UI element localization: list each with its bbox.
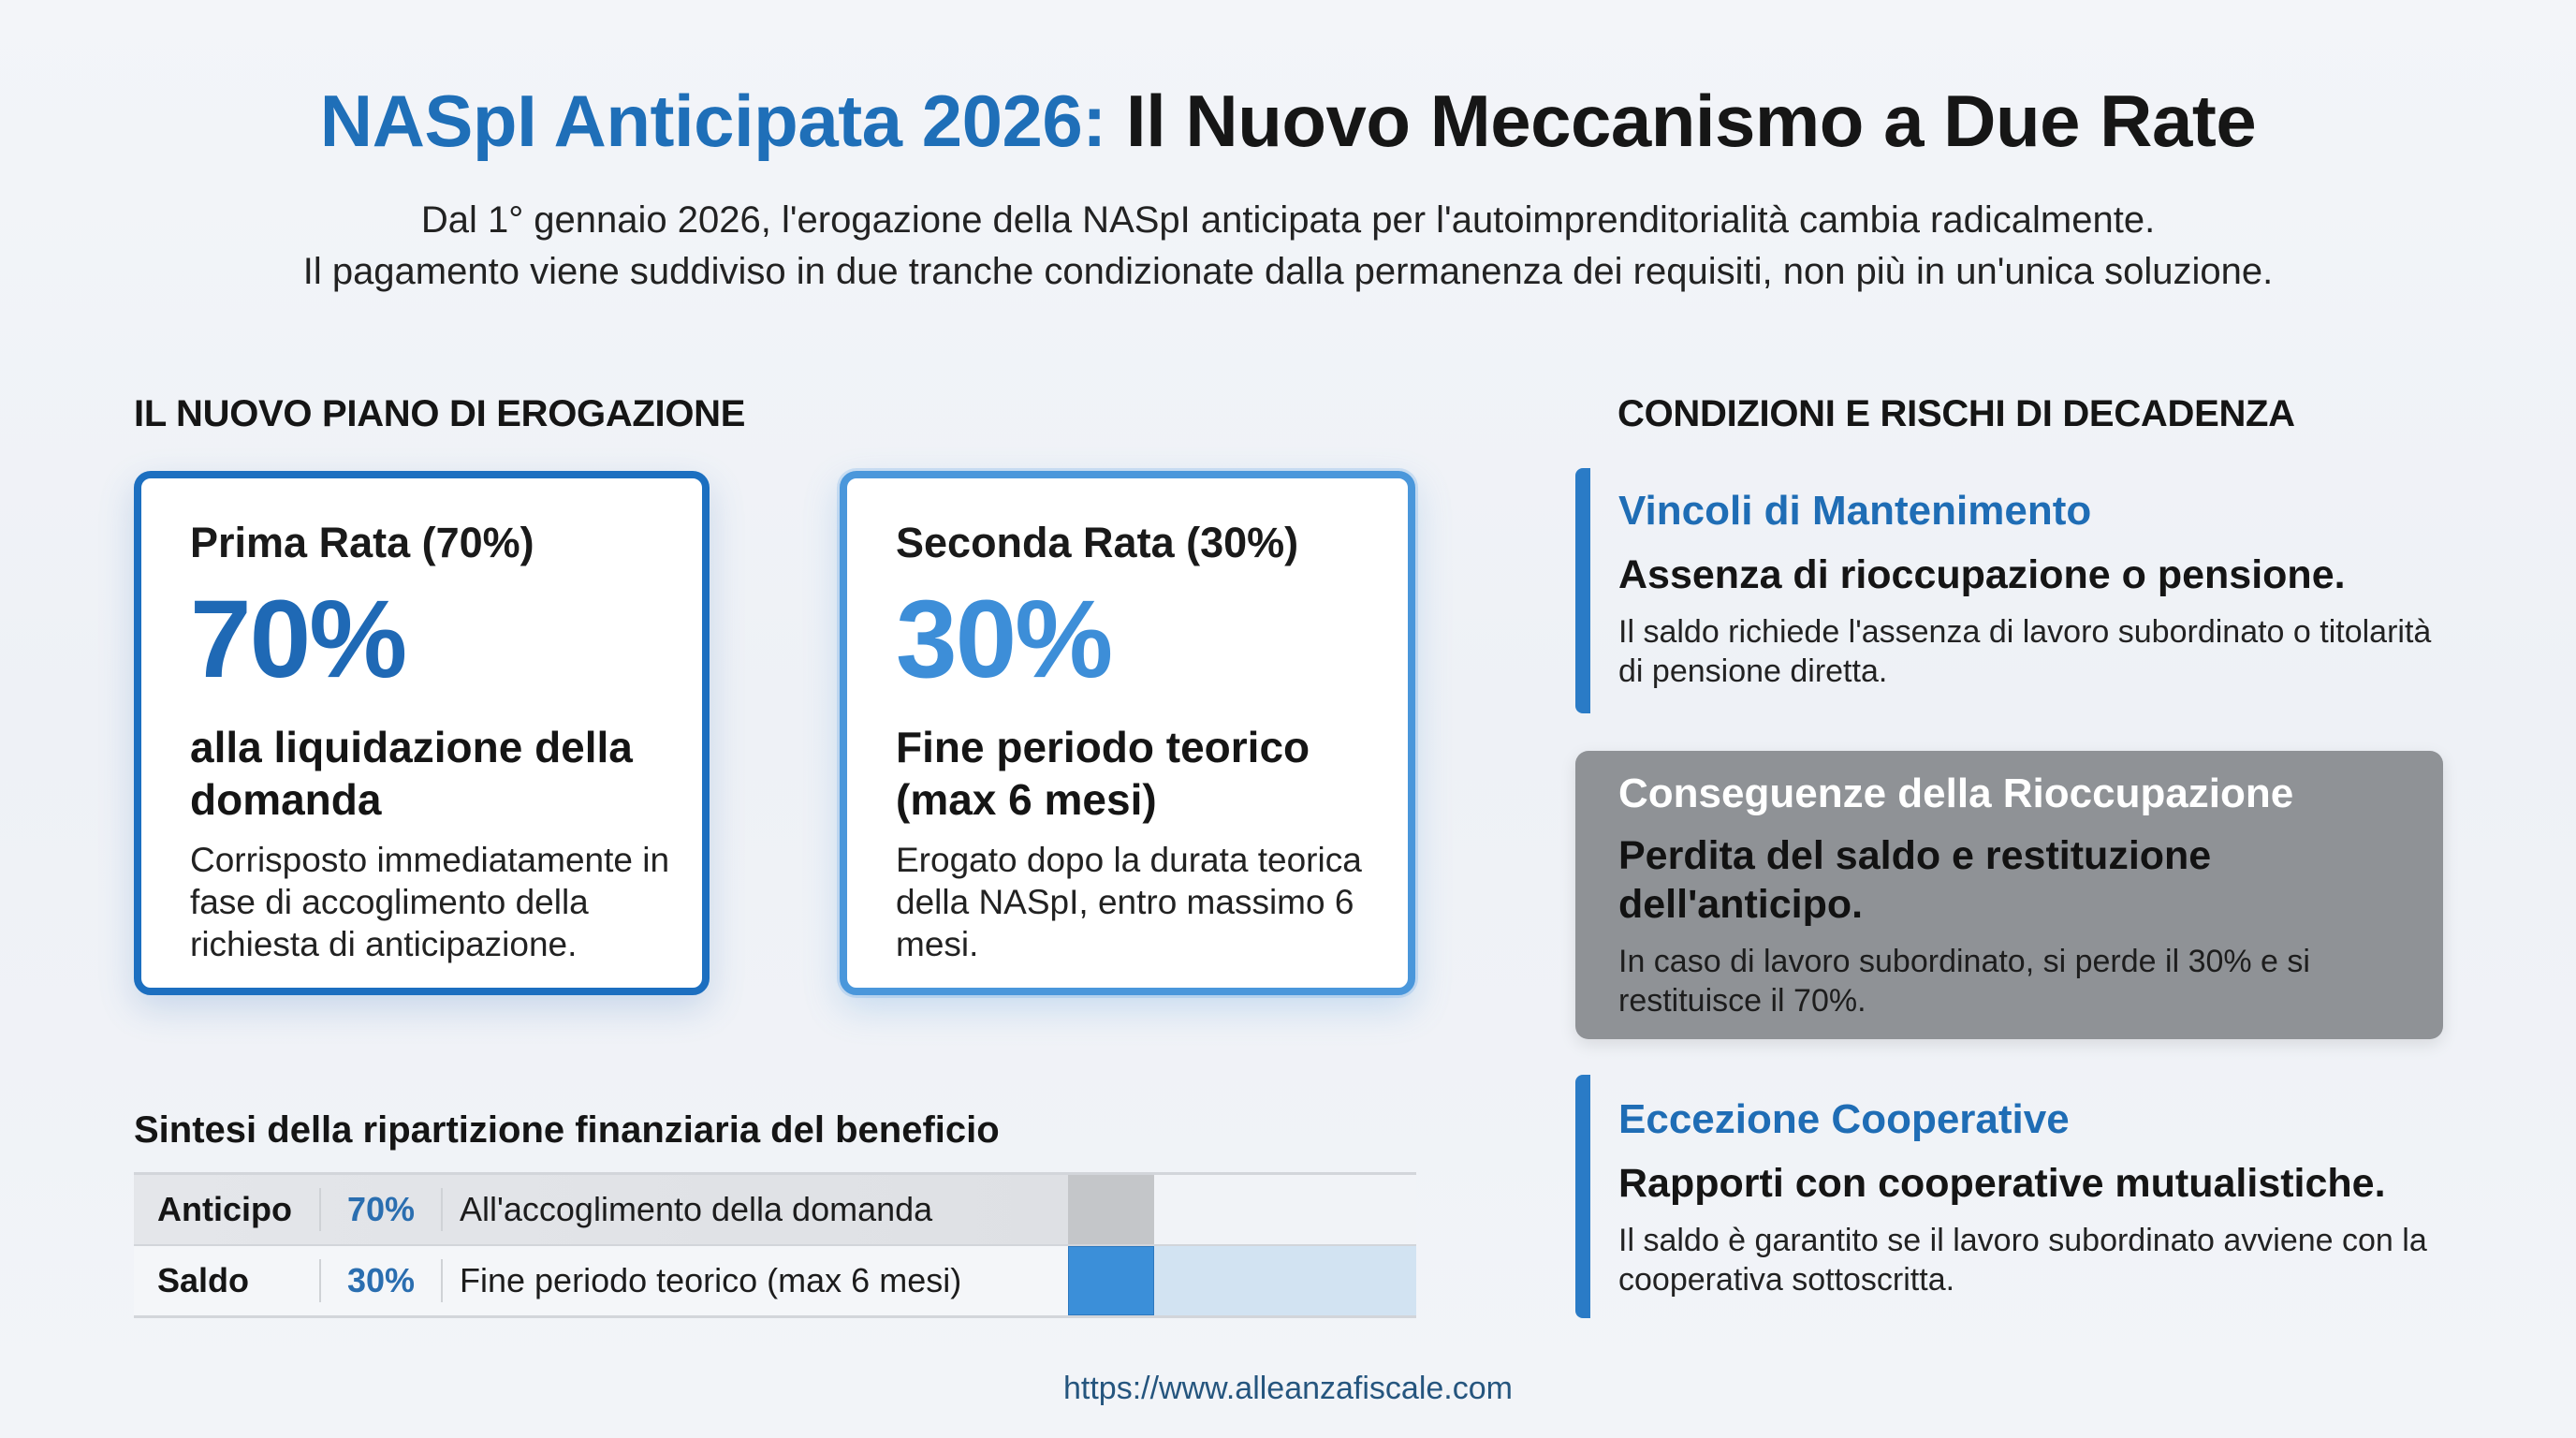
card-description: Corrisposto immediatamente in fase di accoglimento della richiesta di anticipazione. — [190, 841, 670, 963]
card-timing: Fine periodo teorico (max 6 mesi) — [896, 723, 1310, 824]
row-percent: 70% — [346, 1190, 416, 1228]
card-percent: 70% — [190, 578, 406, 701]
conditions-heading: CONDIZIONI E RISCHI DI DECADENZA — [1617, 393, 2295, 434]
first-installment-card — [134, 471, 710, 995]
condition-reemployment-consequences — [1575, 751, 2443, 1039]
card-timing: alla liquidazione della domanda — [190, 723, 633, 824]
summary-title: Sintesi della ripartizione finanziaria del beneficio — [134, 1109, 1000, 1151]
summary-table — [134, 1172, 1416, 1318]
condition-title: Vincoli di Mantenimento — [1618, 488, 2092, 534]
subtitle-line-2: Il pagamento viene suddiviso in due tranche condizionate dalla permanenza dei requisiti, non più in un'unica soluzione. — [302, 251, 2274, 292]
condition-headline: Rapporti con cooperative mutualistiche. — [1618, 1161, 2386, 1206]
accent-bar — [1575, 1075, 1590, 1318]
table-row — [134, 1175, 1416, 1244]
condition-description: Il saldo è garantito se il lavoro subordinato avviene con la cooperativa sottoscritta. — [1618, 1223, 2427, 1298]
row-percent: 30% — [346, 1261, 416, 1299]
accent-bar — [1575, 468, 1590, 713]
row-description: All'accoglimento della domanda — [460, 1190, 933, 1228]
row-description: Fine periodo teorico (max 6 mesi) — [460, 1261, 962, 1299]
subtitle-line-1: Dal 1° gennaio 2026, l'erogazione della NASpI anticipata per l'autoimprenditorialità cambia radicalmente. — [420, 199, 2156, 241]
advance-bar-track — [1154, 1175, 1416, 1244]
page-title — [0, 80, 2576, 162]
second-installment-card — [840, 471, 1415, 995]
card-description: Erogato dopo la durata teorica della NASpI, entro massimo 6 mesi. — [896, 841, 1362, 963]
condition-headline: Perdita del saldo e restituzione dell'anticipo. — [1618, 833, 2212, 927]
row-label: Saldo — [157, 1261, 250, 1299]
advance-bar-segment — [1068, 1175, 1154, 1244]
condition-title: Eccezione Cooperative — [1618, 1096, 2070, 1142]
balance-bar-segment — [1068, 1246, 1154, 1315]
condition-description: Il saldo richiede l'assenza di lavoro subordinato o titolarità di pensione diretta. — [1618, 614, 2432, 689]
title-accent: NASpI Anticipata 2026: — [319, 80, 1106, 162]
title-rest: Il Nuovo Meccanismo a Due Rate — [1125, 80, 2257, 162]
card-label: Prima Rata (70%) — [190, 519, 534, 566]
row-label: Anticipo — [157, 1190, 292, 1228]
condition-title: Conseguenze della Rioccupazione — [1618, 770, 2294, 816]
card-label: Seconda Rata (30%) — [896, 519, 1299, 566]
footer-url[interactable]: https://www.alleanzafiscale.com — [1063, 1371, 1513, 1406]
condition-description: In caso di lavoro subordinato, si perde il 30% e si restituisce il 70%. — [1618, 944, 2310, 1019]
plan-heading: IL NUOVO PIANO DI EROGAZIONE — [134, 393, 746, 434]
balance-bar-track — [1154, 1246, 1416, 1315]
condition-cooperative-exception — [1575, 1075, 2443, 1318]
card-percent: 30% — [896, 578, 1112, 701]
condition-headline: Assenza di rioccupazione o pensione. — [1618, 552, 2346, 597]
table-row — [134, 1246, 1416, 1315]
condition-maintenance — [1575, 468, 2443, 713]
table-bottom-rule — [134, 1315, 1416, 1318]
